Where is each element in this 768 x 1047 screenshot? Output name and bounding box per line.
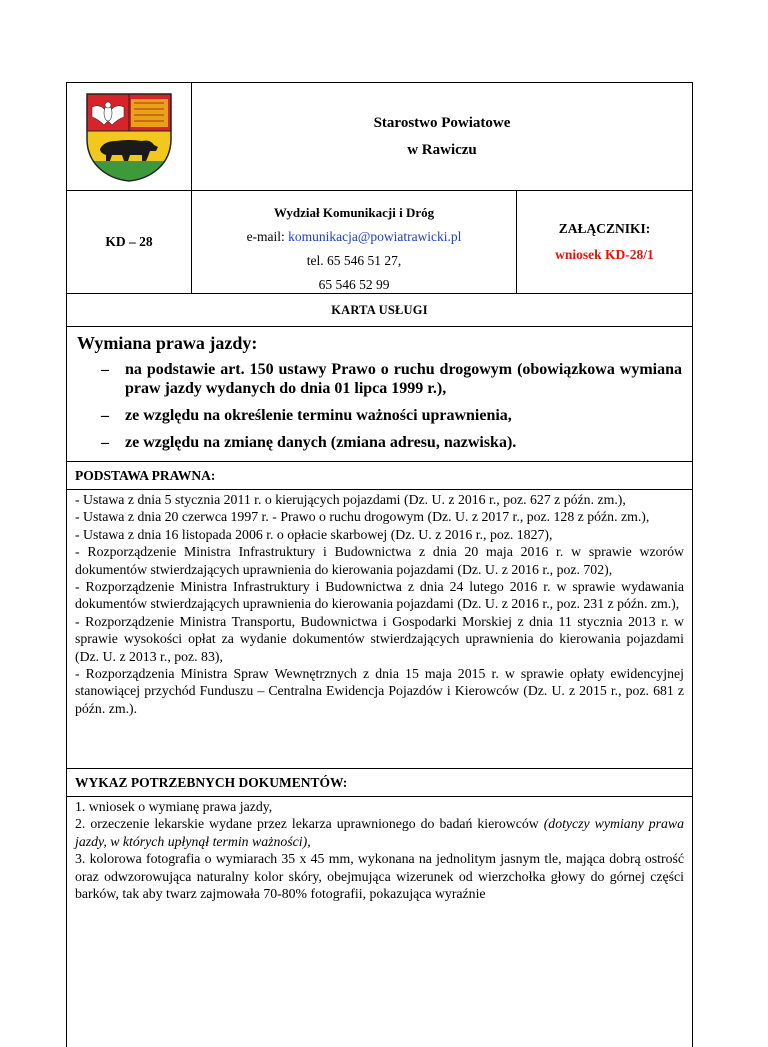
email-line: [192, 225, 516, 249]
document-item: [75, 815, 684, 850]
legal-item: - Ustawa z dnia 16 listopada 2006 r. o opłacie skarbowej (Dz. U. z 2016 r., poz. 1827),: [75, 526, 553, 542]
service-item: – ze względu na zmianę danych (zmiana adresu, nazwiska).: [101, 434, 517, 451]
attachments-label: ZAŁĄCZNIKI:: [558, 221, 651, 236]
contact-row: [67, 191, 692, 294]
coat-of-arms-icon: [84, 91, 174, 183]
document-item-note: (dotyczy wymiany prawa jazdy, w których upłynął termin ważności),: [75, 816, 684, 849]
office-title: [191, 83, 692, 190]
document-item: 1. wniosek o wymianę prawa jazdy,: [75, 799, 273, 814]
email-label: e-mail:: [246, 229, 289, 244]
legal-item: - Ustawa z dnia 20 czerwca 1997 r. - Prawo o ruchu drogowym (Dz. U. z 2017 r., poz. 128 z późn. zm.),: [75, 509, 650, 525]
service-item-text: na podstawie art. 150 ustawy Prawo o ruchu drogowym (obowiązkowa wymiana praw jazdy wydanych do dnia 01 lipca 1999 r.),: [125, 361, 682, 397]
service-list: [77, 360, 682, 452]
office-city: w Rawiczu: [407, 141, 477, 158]
phone-line-2: 65 546 52 99: [318, 277, 390, 292]
card-title: KARTA USŁUGI: [67, 294, 692, 327]
legal-item: - Rozporządzenie Ministra Infrastruktury i Budownictwa z dnia 20 maja 2016 r. w sprawie wzorów dokumentów stwierdzających uprawnienia do kierowania pojazdami (Dz. U. z 2016 r., poz. 702),: [75, 544, 684, 577]
legal-item: - Rozporządzenie Ministra Transportu, Budownictwa i Gospodarki Morskiej z dnia 11 stycznia 2013 r. w sprawie wysokości opłat za wydanie dokumentów stwierdzających uprawnienia do kierowania pojazdami (Dz. U. z 2013 r., poz. 83),: [75, 613, 684, 664]
department-contact: [191, 191, 516, 293]
legal-item: - Ustawa z dnia 5 stycznia 2011 r. o kierujących pojazdami (Dz. U. z 2016 r., poz. 627 z późn. zm.),: [75, 492, 626, 507]
documents-heading: WYKAZ POTRZEBNYCH DOKUMENTÓW:: [67, 769, 692, 797]
attachments: [516, 191, 692, 293]
legal-item: - Rozporządzenie Ministra Infrastruktury i Budownictwa z dnia 24 lutego 2016 r. w sprawie wydawania dokumentów stwierdzających uprawnienia do kierowania pojazdami (Dz. U. z 2016 r., poz. 231 z późn. zm.),: [75, 579, 684, 612]
service-item: – ze względu na określenie terminu ważności uprawnienia,: [101, 407, 512, 424]
header-row: [67, 83, 692, 191]
service-card: [66, 82, 693, 1047]
phone-line-1: tel. 65 546 51 27,: [306, 253, 402, 268]
office-name: Starostwo Powiatowe: [373, 114, 511, 131]
document-item: 3. kolorowa fotografia o wymiarach 35 x 45 mm, wykonana na jednolitym jasnym tle, mająca dobrą ostrość oraz odwzorowująca naturalny kolor skóry, obejmująca wizerunek od wierzchołka głowy do górnej części barków, tak aby twarz zajmowała 70-80% fotografii, pokazująca wyraźnie: [75, 851, 684, 902]
service-title: Wymiana prawa jazdy:: [77, 333, 258, 353]
service-item: – na podstawie art. 150 ustawy Prawo o ruchu drogowym (obowiązkowa wymiana praw jazdy wydanych do dnia 01 lipca 1999 r.),: [101, 361, 682, 397]
legal-section: [67, 490, 692, 769]
department-name: Wydział Komunikacji i Dróg: [273, 205, 435, 220]
service-code: KD – 28: [105, 234, 153, 249]
service-section: [67, 327, 692, 462]
service-item-text: ze względu na określenie terminu ważności uprawnienia,: [125, 407, 512, 424]
documents-section: [67, 797, 692, 1047]
attachment-link[interactable]: wniosek KD-28/1: [555, 247, 654, 262]
email-link[interactable]: komunikacja@powiatrawicki.pl: [288, 229, 462, 244]
legal-heading: PODSTAWA PRAWNA:: [67, 462, 692, 490]
service-item-text: ze względu na zmianę danych (zmiana adresu, nazwiska).: [125, 434, 517, 451]
document-item-text: 2. orzeczenie lekarskie wydane przez lekarza uprawnionego do badań kierowców: [75, 816, 544, 832]
coat-of-arms-logo: [67, 83, 191, 190]
legal-item: - Rozporządzenia Ministra Spraw Wewnętrznych z dnia 15 maja 2015 r. w sprawie opłaty ewidencyjnej stanowiącej przychód Funduszu – Centralna Ewidencja Pojazdów i Kierowców (Dz. U. z 2015 r., poz. 681 z późn. zm.).: [75, 666, 684, 716]
